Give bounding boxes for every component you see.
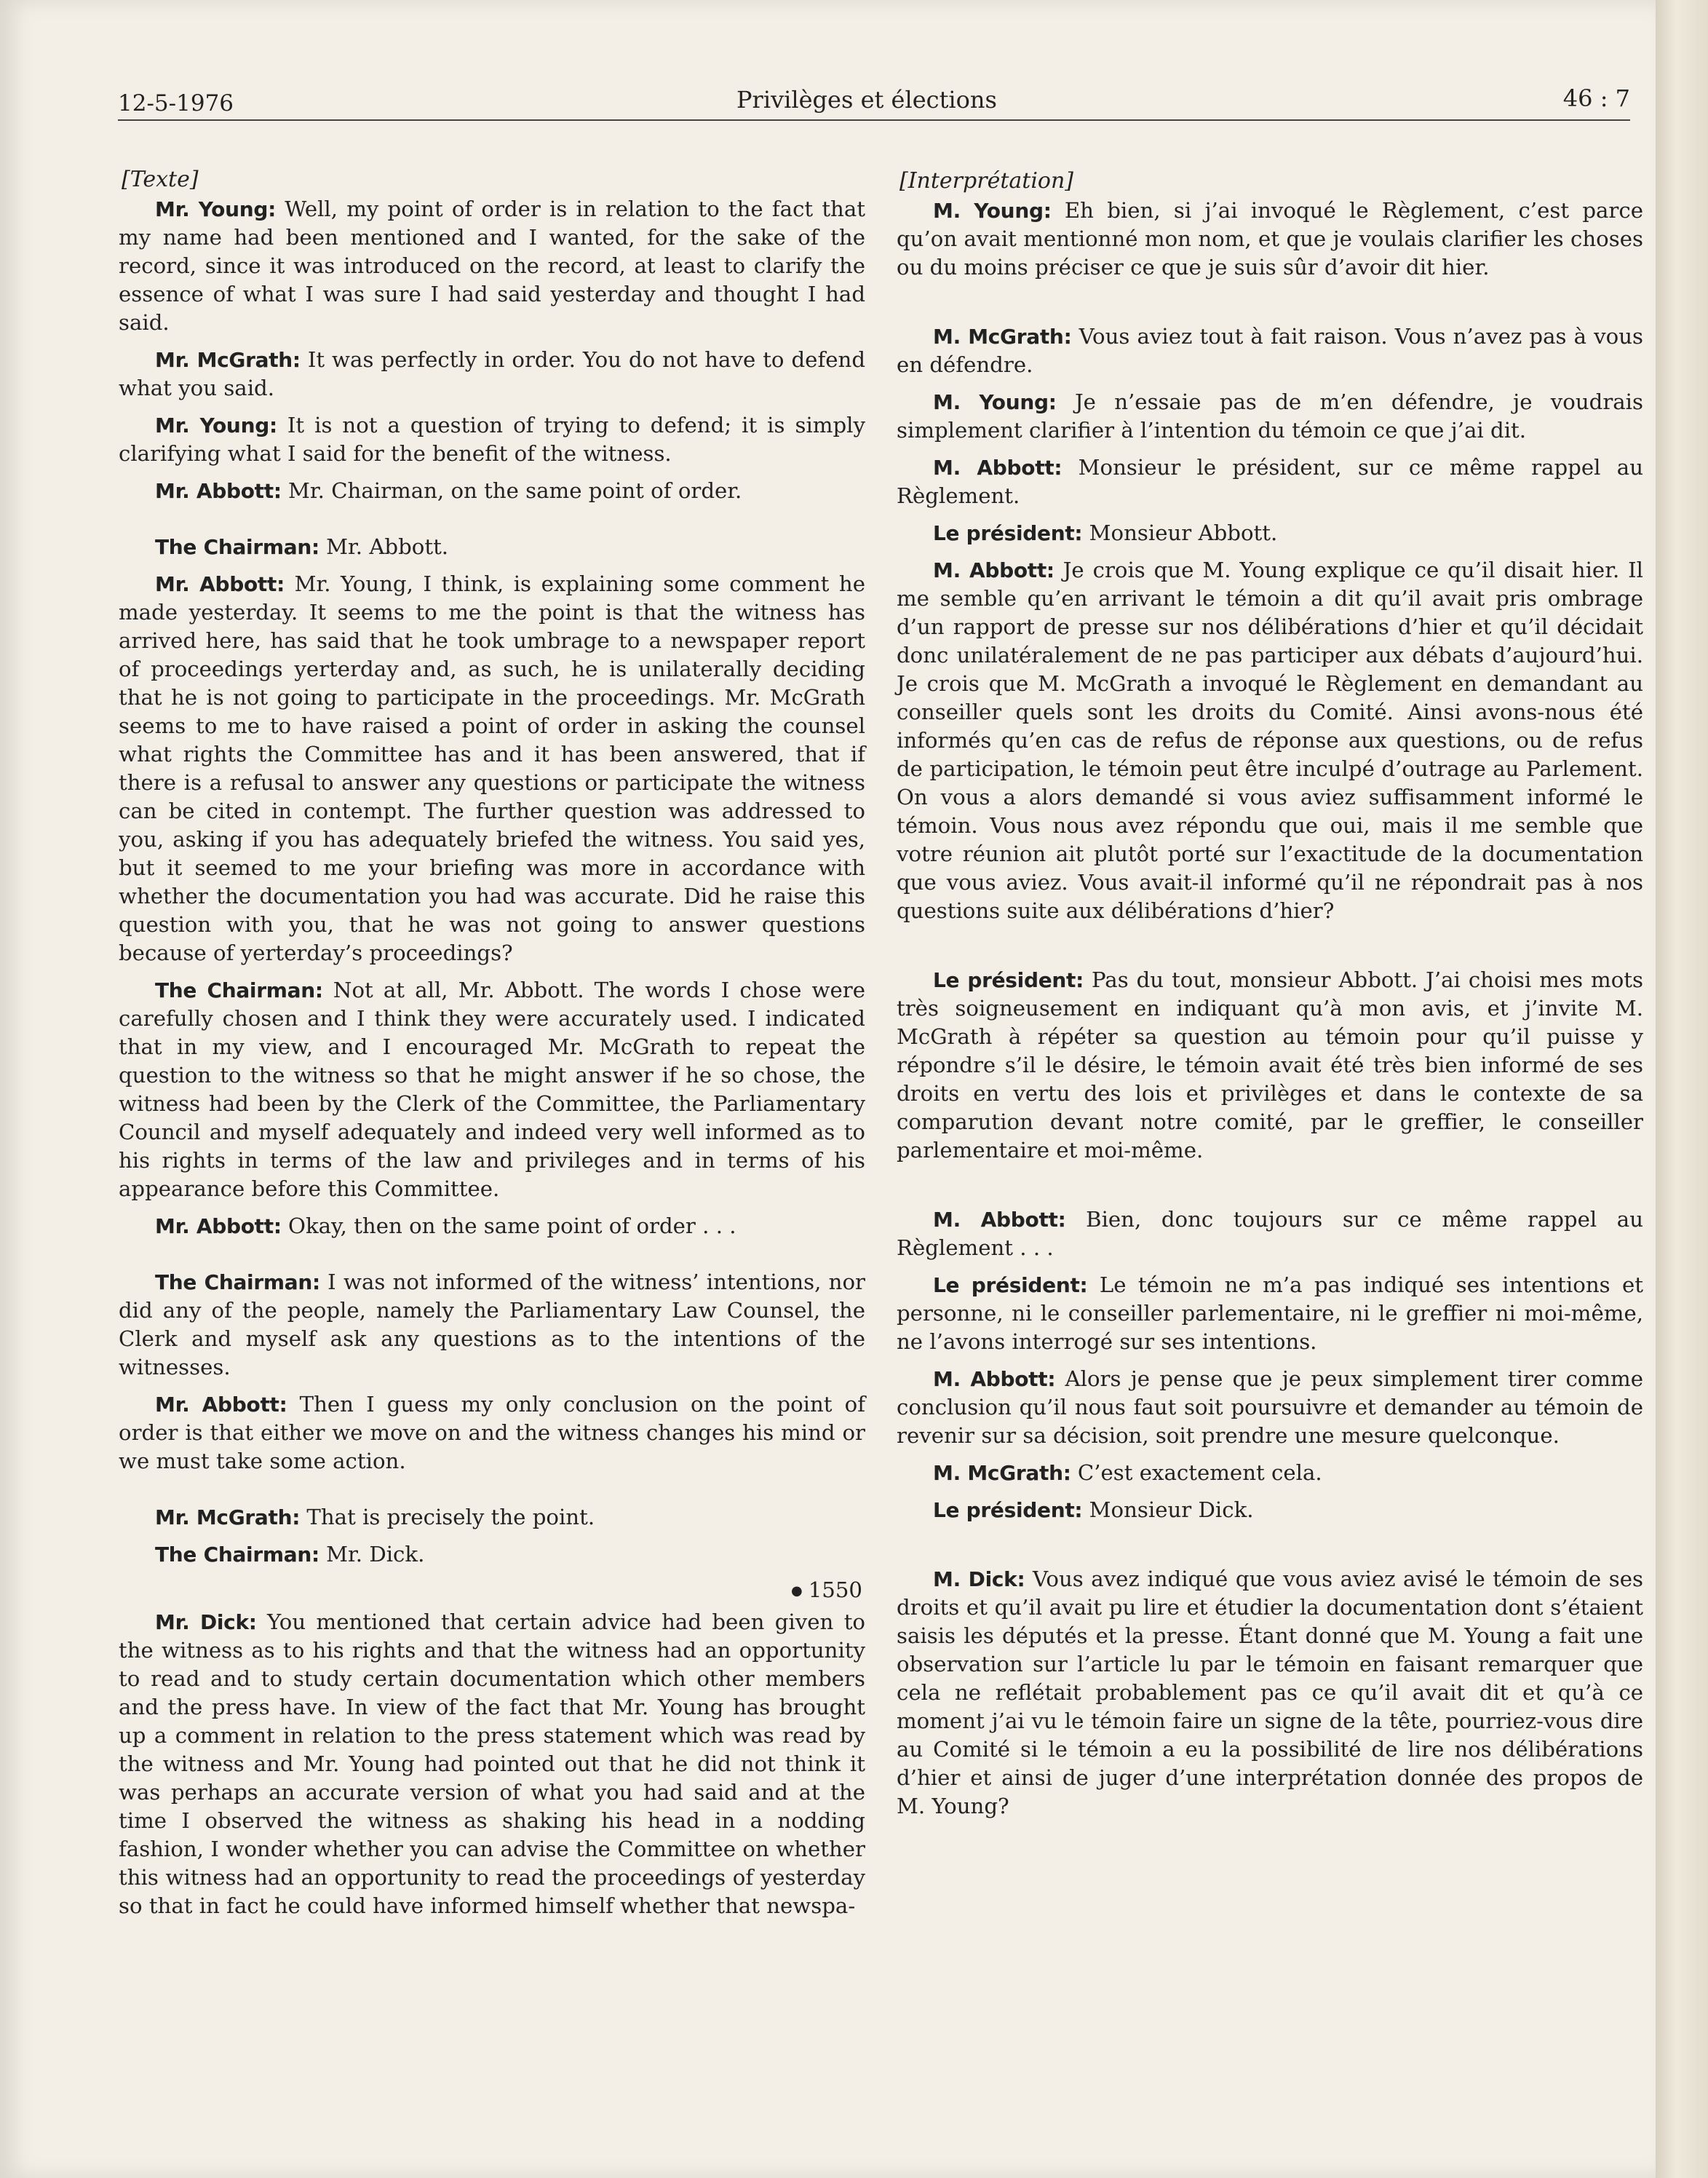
- speaker: Mr. Young:: [155, 413, 277, 437]
- speech: Monsieur le président, sur ce même rappel au Règlement.: [897, 455, 1643, 508]
- speech: Je crois que M. Young explique ce qu’il disait hier. Il me semble qu’en arrivant le témoin a dit qu’il avait pris ombrage d’un rapport de presse sur nos délibérations d’hier et qu’il décidait donc unilatéralement de ne pas participer aux débats d’aujourd’hui. Je crois que M. McGrath a invoqué le Règlement en demandant au conseiller quels sont les droits du Comité. Ainsi avons-nous été informés qu’en cas de refus de réponse aux questions, ou de refus de participation, le témoin peut être inculpé d’outrage au Parlement. On vous a alors demandé si vous aviez suffisamment informé le témoin. Vous nous avez répondu que oui, mais il me semble que votre réunion ait plutôt porté sur l’exactitude de la documentation que vous aviez. Vous avait-il informé qu’il ne répondrait pas à nos questions suite aux délibérations d’hier?: [897, 558, 1643, 923]
- speech: I was not informed of the witness’ intentions, nor did any of the people, namely the Parliamentary Law Counsel, the Clerk and myself ask any questions as to the intentions of the witnesses.: [119, 1270, 865, 1379]
- speech: Mr. Abbott.: [319, 534, 449, 559]
- header-rule: [118, 119, 1630, 121]
- speaker: The Chairman:: [155, 1543, 319, 1567]
- speech: Okay, then on the same point of order . . .: [281, 1213, 736, 1238]
- right-para-6: [897, 556, 1643, 925]
- speaker: M. Abbott:: [933, 1208, 1066, 1232]
- speech: C’est exactement cela.: [1071, 1460, 1322, 1485]
- speech: You mentioned that certain advice had been given to the witness as to his rights and that the witness had an opportunity to read and to study certain documentation which other members and the press have. In view of the fact that Mr. Young has brought up a comment in relation to the press statement which was read by the witness and Mr. Young had pointed out that he did not think it was perhaps an accurate version of what you had said and at the time I observed the witness as shaking his head in a nodding fashion, I wonder whether you can advise the Committee on whether this witness had an opportunity to read the proceedings of yesterday so that in fact he could have informed himself whether that newspa-: [119, 1609, 865, 1918]
- page-edge: [1656, 0, 1708, 2178]
- speech: Mr. Young, I think, is explaining some comment he made yesterday. It seems to me the point is that the witness has arrived here, has said that he took umbrage to a newspaper report of proceedings yerterday and, as such, he is unilaterally deciding that he is not going to participate in the proceedings. Mr. McGrath seems to me to have raised a point of order in asking the counsel what rights the Committee has and it has been answered, that if there is a refusal to answer any questions or participate the witness can be cited in contempt. The further question was addressed to you, asking if you has adequately briefed the witness. You said yes, but it seemed to me your briefing was more in accordance with whether the documentation you had was accurate. Did he raise this question with you, that he was not going to answer questions because of yerterday’s proceedings?: [119, 571, 865, 965]
- speaker: Le président:: [933, 968, 1084, 992]
- time-marker: [119, 1577, 862, 1604]
- speaker: Mr. Abbott:: [155, 572, 285, 596]
- right-para-12: [897, 1496, 1643, 1524]
- right-para-13: [897, 1565, 1643, 1821]
- spacer: [119, 1484, 865, 1503]
- speech: Le témoin ne m’a pas indiqué ses intentions et personne, ni le conseiller parlementaire, ni le greffier ni moi-même, ne l’avons interrogé sur ses intentions.: [897, 1272, 1643, 1354]
- right-para-11: [897, 1459, 1643, 1487]
- spacer: [897, 1173, 1643, 1205]
- left-para-4: [119, 477, 865, 505]
- speech: Then I guess my only conclusion on the point of order is that either we move on and the witness changes his mind or we must take some action.: [119, 1392, 865, 1473]
- speech: Vous aviez tout à fait raison. Vous n’avez pas à vous en défendre.: [897, 324, 1643, 377]
- left-para-11: [119, 1503, 865, 1532]
- spacer: [119, 514, 865, 533]
- speech: Not at all, Mr. Abbott. The words I chose were carefully chosen and I think they were accurately used. I indicated that in my view, and I encouraged Mr. McGrath to repeat the question to the witness so that he might answer if he so chose, the witness had been by the Clerk of the Committee, the Parliamentary Council and myself adequately and indeed very well informed as to his rights in terms of the law and privileges and in terms of his appearance before this Committee.: [119, 978, 866, 1201]
- text-tag: [Texte]: [122, 167, 199, 192]
- header-page-number: 46 : 7: [1562, 84, 1630, 112]
- speaker: Le président:: [933, 521, 1083, 545]
- speech: Alors je pense que je peux simplement tirer comme conclusion qu’il nous faut soit poursuivre et demander au témoin de revenir sur sa décision, soit prendre une mesure quelconque.: [897, 1366, 1643, 1448]
- speaker: Le président:: [933, 1273, 1088, 1297]
- left-para-10: [119, 1390, 865, 1476]
- spacer: [119, 1249, 865, 1268]
- speaker: M. Young:: [933, 199, 1052, 223]
- right-para-4: [897, 454, 1643, 510]
- speech: Je n’essaie pas de m’en défendre, je voudrais simplement clarifier à l’intention du témoin ce que j’ai dit.: [897, 389, 1643, 443]
- spacer: [897, 934, 1643, 966]
- speaker: M. Young:: [933, 390, 1057, 414]
- bullet-icon: ●: [791, 1583, 803, 1599]
- right-para-10: [897, 1365, 1643, 1450]
- speaker: Mr. Abbott:: [155, 1214, 282, 1238]
- speaker: M. Abbott:: [933, 1367, 1056, 1391]
- speaker: The Chairman:: [155, 1270, 320, 1294]
- speaker: Mr. McGrath:: [155, 348, 301, 372]
- time-marker-value: 1550: [808, 1577, 862, 1602]
- speech: Mr. Chairman, on the same point of order.: [281, 478, 742, 503]
- speech: Eh bien, si j’ai invoqué le Règlement, c’est parce qu’on avait mentionné mon nom, et que je voulais clarifier les choses ou du moins préciser ce que je suis sûr d’avoir dit hier.: [897, 198, 1643, 280]
- spacer: [897, 1533, 1643, 1565]
- speech: Monsieur Abbott.: [1082, 520, 1278, 545]
- header-title: Privilèges et élections: [736, 86, 997, 114]
- speech: Bien, donc toujours sur ce même rappel au Règlement . . .: [897, 1207, 1643, 1260]
- left-para-3: [119, 411, 865, 468]
- left-para-13: [119, 1608, 865, 1920]
- speech: Vous avez indiqué que vous aviez avisé le témoin de ses droits et qu’il avait pu lire et étudier la documentation dont s’étaient saisis les députés et la presse. Étant donné que M. Young a fait une observation sur l’article lu par le témoin en faisant remarquer que cela ne reflétait probablement pas ce qu’il avait dit et qu’à ce moment j’ai vu le témoin faire un signe de la tête, pourriez-vous dire au Comité si le témoin a eu la possibilité de lire nos délibérations d’hier et ainsi de juger d’une interprétation donnée des propos de M. Young?: [897, 1567, 1643, 1818]
- speaker: M. McGrath:: [933, 1461, 1071, 1485]
- right-para-9: [897, 1271, 1643, 1356]
- right-para-7: [897, 966, 1643, 1165]
- left-para-5: [119, 533, 865, 561]
- left-para-8: [119, 1212, 865, 1240]
- right-para-1: [897, 197, 1643, 282]
- speaker: Mr. Abbott:: [155, 1393, 287, 1417]
- right-para-3: [897, 388, 1643, 445]
- english-column: [119, 167, 865, 1929]
- speech: Pas du tout, monsieur Abbott. J’ai choisi mes mots très soigneusement en indiquant qu’à mon avis, et j’invite M. McGrath à répéter sa question au témoin pour qu’il puisse y répondre s’il le désire, le témoin avait été très bien informé de ses droits en vertu des lois et privilèges et dans le contexte de sa comparution devant notre comité, par le greffier, le conseiller parlementaire et moi-même.: [897, 967, 1643, 1163]
- left-para-9: [119, 1268, 865, 1382]
- speaker: Mr. Abbott:: [155, 479, 282, 503]
- right-para-5: [897, 519, 1643, 547]
- spacer: [897, 290, 1643, 322]
- french-column: [897, 169, 1643, 1829]
- left-para-2: [119, 346, 865, 403]
- right-para-8: [897, 1205, 1643, 1262]
- right-para-2: [897, 322, 1643, 379]
- interpretation-tag: [Interprétation]: [899, 168, 1074, 194]
- left-para-1: [119, 195, 865, 337]
- speaker: M. Abbott:: [933, 558, 1054, 582]
- speech: That is precisely the point.: [300, 1505, 595, 1529]
- left-para-7: [119, 976, 865, 1203]
- speech: Mr. Dick.: [319, 1542, 425, 1567]
- left-para-12: [119, 1540, 865, 1569]
- speaker: Mr. McGrath:: [155, 1505, 301, 1529]
- speaker: M. Dick:: [933, 1567, 1025, 1591]
- running-head: [118, 82, 1630, 119]
- speech: Monsieur Dick.: [1082, 1497, 1254, 1522]
- speaker: M. McGrath:: [933, 325, 1072, 349]
- speaker: M. Abbott:: [933, 456, 1062, 480]
- speech: Well, my point of order is in relation to the fact that my name had been mentioned and I wanted, for the sake of the record, since it was introduced on the record, at least to clarify the essence of what I was sure I had said yesterday and thought I had said.: [119, 197, 865, 335]
- speech: It was perfectly in order. You do not have to defend what you said.: [119, 347, 865, 400]
- speaker: Le président:: [933, 1498, 1083, 1522]
- speaker: Mr. Dick:: [155, 1610, 257, 1634]
- left-para-6: [119, 570, 865, 967]
- speaker: Mr. Young:: [155, 197, 277, 221]
- speaker: The Chairman:: [155, 978, 323, 1002]
- header-date: 12-5-1976: [118, 90, 234, 116]
- speaker: The Chairman:: [155, 535, 319, 559]
- speech: It is not a question of trying to defend; it is simply clarifying what I said for the benefit of the witness.: [119, 413, 865, 466]
